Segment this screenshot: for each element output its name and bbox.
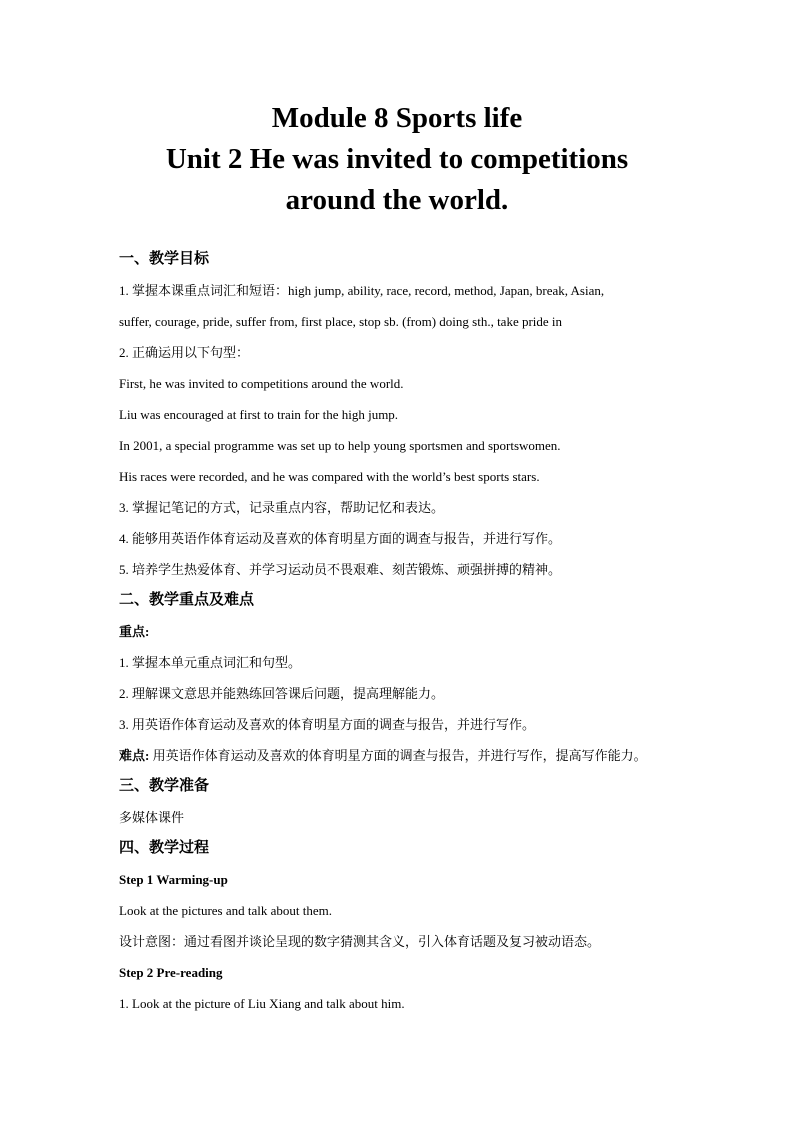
objective-3: 3. 掌握记笔记的方式，记录重点内容，帮助记忆和表达。 (119, 500, 445, 515)
difficult-label: 难点: (119, 748, 150, 763)
section-heading-process: 四、教学过程 (119, 840, 210, 856)
preparation-text: 多媒体课件 (119, 810, 185, 825)
step-1-design-intent: 设计意图：通过看图并谈论呈现的数字猜测其含义，引入体育话题及复习被动语态。 (119, 934, 601, 949)
objective-1-line2: suffer, courage, pride, suffer from, first place, stop sb. (from) doing sth., take pride in (119, 314, 563, 329)
difficult-text: 用英语作体育运动及喜欢的体育明星方面的调查与报告，并进行写作，提高写作能力。 (149, 748, 647, 763)
objective-4: 4. 能够用英语作体育运动及喜欢的体育明星方面的调查与报告，并进行写作。 (119, 531, 562, 546)
difficult-point (119, 740, 689, 771)
sentence-pattern-1: First, he was invited to competitions around the world. (119, 376, 404, 391)
step-1-title: Step 1 Warming-up (119, 872, 228, 887)
step-2-title: Step 2 Pre-reading (119, 965, 223, 980)
objective-1-line1: 1. 掌握本课重点词汇和短语：high jump, ability, race, record, method, Japan, break, Asian, (119, 283, 605, 298)
section-heading-objectives: 一、教学目标 (119, 251, 210, 267)
step-1-text: Look at the pictures and talk about them. (119, 903, 332, 918)
section-heading-preparation: 三、教学准备 (119, 778, 210, 794)
sentence-pattern-3: In 2001, a special programme was set up to help young sportsmen and sportswomen. (119, 438, 561, 453)
document-title (0, 98, 794, 221)
document-body (119, 244, 689, 1019)
title-line-unit: Unit 2 He was invited to competitions (165, 143, 629, 175)
step-2-text: 1. Look at the picture of Liu Xiang and talk about him. (119, 996, 405, 1011)
objective-2: 2. 正确运用以下句型： (119, 345, 250, 360)
sentence-pattern-2: Liu was encouraged at first to train for the high jump. (119, 407, 399, 422)
key-point-1: 1. 掌握本单元重点词汇和句型。 (119, 655, 302, 670)
title-line-subtitle: around the world. (285, 184, 509, 216)
key-point-2: 2. 理解课文意思并能熟练回答课后问题，提高理解能力。 (119, 686, 445, 701)
objective-5: 5. 培养学生热爱体育、并学习运动员不畏艰难、刻苦锻炼、顽强拼搏的精神。 (119, 562, 562, 577)
key-point-3: 3. 用英语作体育运动及喜欢的体育明星方面的调查与报告，并进行写作。 (119, 717, 536, 732)
section-heading-key-points: 二、教学重点及难点 (119, 592, 255, 608)
title-line-module: Module 8 Sports life (271, 102, 523, 134)
sentence-pattern-4: His races were recorded, and he was compared with the world’s best sports stars. (119, 469, 540, 484)
key-points-label: 重点: (119, 624, 150, 639)
